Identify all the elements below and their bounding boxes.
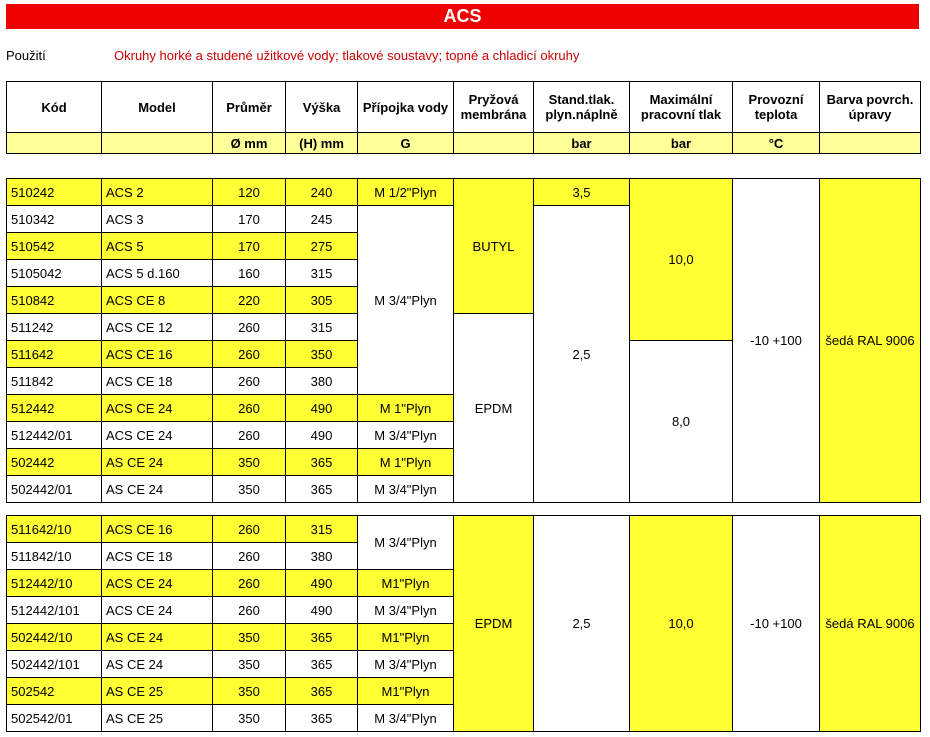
height-cell: 365 bbox=[286, 449, 358, 476]
diameter-cell: 170 bbox=[213, 206, 286, 233]
code-cell: 512442/01 bbox=[7, 422, 102, 449]
membrane-cell: EPDM bbox=[454, 314, 534, 503]
diameter-cell: 260 bbox=[213, 395, 286, 422]
color-cell: šedá RAL 9006 bbox=[820, 179, 921, 503]
height-cell: 315 bbox=[286, 516, 358, 543]
header-table bbox=[6, 81, 921, 154]
connection-cell: M 1"Plyn bbox=[358, 395, 454, 422]
model-cell: ACS CE 24 bbox=[102, 597, 213, 624]
model-cell: ACS CE 12 bbox=[102, 314, 213, 341]
precharge-cell: 3,5 bbox=[534, 179, 630, 206]
code-cell: 502442/10 bbox=[7, 624, 102, 651]
temperature-cell: -10 +100 bbox=[733, 516, 820, 732]
diameter-cell: 260 bbox=[213, 516, 286, 543]
code-cell: 512442/101 bbox=[7, 597, 102, 624]
unit-cell bbox=[820, 133, 921, 154]
diameter-cell: 350 bbox=[213, 651, 286, 678]
unit-cell: °C bbox=[733, 133, 820, 154]
diameter-cell: 260 bbox=[213, 543, 286, 570]
max-pressure-cell: 10,0 bbox=[630, 516, 733, 732]
height-cell: 380 bbox=[286, 543, 358, 570]
unit-cell: Ø mm bbox=[213, 133, 286, 154]
table-row bbox=[7, 516, 921, 543]
usage-label: Použití bbox=[6, 48, 46, 63]
height-cell: 350 bbox=[286, 341, 358, 368]
height-cell: 490 bbox=[286, 570, 358, 597]
code-cell: 510342 bbox=[7, 206, 102, 233]
code-cell: 502542/01 bbox=[7, 705, 102, 732]
height-cell: 490 bbox=[286, 422, 358, 449]
height-cell: 240 bbox=[286, 179, 358, 206]
header-cell: Průměr bbox=[213, 82, 286, 133]
header-cell: Výška bbox=[286, 82, 358, 133]
height-cell: 380 bbox=[286, 368, 358, 395]
precharge-cell: 2,5 bbox=[534, 516, 630, 732]
connection-cell: M 3/4"Plyn bbox=[358, 516, 454, 570]
height-cell: 305 bbox=[286, 287, 358, 314]
code-cell: 502442 bbox=[7, 449, 102, 476]
header-cell: Barva povrch. úpravy bbox=[820, 82, 921, 133]
code-cell: 511642 bbox=[7, 341, 102, 368]
height-cell: 490 bbox=[286, 597, 358, 624]
code-cell: 512442/10 bbox=[7, 570, 102, 597]
diameter-cell: 350 bbox=[213, 705, 286, 732]
code-cell: 5105042 bbox=[7, 260, 102, 287]
connection-cell: M 1"Plyn bbox=[358, 449, 454, 476]
diameter-cell: 350 bbox=[213, 476, 286, 503]
connection-cell: M1"Plyn bbox=[358, 678, 454, 705]
model-cell: ACS CE 18 bbox=[102, 543, 213, 570]
code-cell: 510542 bbox=[7, 233, 102, 260]
diameter-cell: 260 bbox=[213, 422, 286, 449]
connection-cell: M 3/4"Plyn bbox=[358, 651, 454, 678]
model-cell: ACS CE 24 bbox=[102, 395, 213, 422]
code-cell: 511242 bbox=[7, 314, 102, 341]
header-cell: Pryžová membrána bbox=[454, 82, 534, 133]
header-cell: Maximální pracovní tlak bbox=[630, 82, 733, 133]
diameter-cell: 170 bbox=[213, 233, 286, 260]
model-cell: AS CE 25 bbox=[102, 678, 213, 705]
unit-cell bbox=[454, 133, 534, 154]
unit-cell: bar bbox=[534, 133, 630, 154]
connection-cell: M 3/4"Plyn bbox=[358, 597, 454, 624]
height-cell: 365 bbox=[286, 624, 358, 651]
model-cell: AS CE 24 bbox=[102, 624, 213, 651]
diameter-cell: 260 bbox=[213, 570, 286, 597]
model-cell: AS CE 24 bbox=[102, 651, 213, 678]
unit-cell: (H) mm bbox=[286, 133, 358, 154]
model-cell: ACS CE 16 bbox=[102, 341, 213, 368]
model-cell: ACS 5 bbox=[102, 233, 213, 260]
diameter-cell: 350 bbox=[213, 449, 286, 476]
code-cell: 502442/101 bbox=[7, 651, 102, 678]
diameter-cell: 220 bbox=[213, 287, 286, 314]
table-row bbox=[7, 179, 921, 206]
code-cell: 512442 bbox=[7, 395, 102, 422]
height-cell: 315 bbox=[286, 260, 358, 287]
diameter-cell: 160 bbox=[213, 260, 286, 287]
height-cell: 365 bbox=[286, 705, 358, 732]
diameter-cell: 350 bbox=[213, 678, 286, 705]
header-row bbox=[7, 82, 921, 133]
code-cell: 502442/01 bbox=[7, 476, 102, 503]
temperature-cell: -10 +100 bbox=[733, 179, 820, 503]
code-cell: 510842 bbox=[7, 287, 102, 314]
height-cell: 315 bbox=[286, 314, 358, 341]
model-cell: ACS 5 d.160 bbox=[102, 260, 213, 287]
model-cell: ACS CE 8 bbox=[102, 287, 213, 314]
diameter-cell: 260 bbox=[213, 341, 286, 368]
model-cell: ACS CE 24 bbox=[102, 422, 213, 449]
unit-cell bbox=[7, 133, 102, 154]
connection-cell: M 3/4"Plyn bbox=[358, 206, 454, 395]
code-cell: 511842 bbox=[7, 368, 102, 395]
unit-cell: bar bbox=[630, 133, 733, 154]
height-cell: 275 bbox=[286, 233, 358, 260]
diameter-cell: 350 bbox=[213, 624, 286, 651]
height-cell: 365 bbox=[286, 651, 358, 678]
color-cell: šedá RAL 9006 bbox=[820, 516, 921, 732]
diameter-cell: 260 bbox=[213, 368, 286, 395]
connection-cell: M1"Plyn bbox=[358, 570, 454, 597]
unit-cell: G bbox=[358, 133, 454, 154]
connection-cell: M 3/4"Plyn bbox=[358, 422, 454, 449]
product-table-group1 bbox=[6, 178, 921, 503]
model-cell: ACS CE 24 bbox=[102, 570, 213, 597]
diameter-cell: 260 bbox=[213, 597, 286, 624]
header-cell: Model bbox=[102, 82, 213, 133]
model-cell: AS CE 24 bbox=[102, 476, 213, 503]
model-cell: ACS 3 bbox=[102, 206, 213, 233]
model-cell: AS CE 24 bbox=[102, 449, 213, 476]
header-cell: Stand.tlak. plyn.náplně bbox=[534, 82, 630, 133]
diameter-cell: 260 bbox=[213, 314, 286, 341]
height-cell: 365 bbox=[286, 678, 358, 705]
connection-cell: M 1/2"Plyn bbox=[358, 179, 454, 206]
code-cell: 511842/10 bbox=[7, 543, 102, 570]
membrane-cell: BUTYL bbox=[454, 179, 534, 314]
model-cell: ACS CE 18 bbox=[102, 368, 213, 395]
product-table-group2 bbox=[6, 515, 921, 732]
unit-cell bbox=[102, 133, 213, 154]
header-cell: Kód bbox=[7, 82, 102, 133]
connection-cell: M 3/4"Plyn bbox=[358, 705, 454, 732]
code-cell: 502542 bbox=[7, 678, 102, 705]
usage-text: Okruhy horké a studené užitkové vody; tlakové soustavy; topné a chladicí okruhy bbox=[114, 48, 580, 63]
page-title: ACS bbox=[6, 4, 919, 29]
connection-cell: M1"Plyn bbox=[358, 624, 454, 651]
connection-cell: M 3/4"Plyn bbox=[358, 476, 454, 503]
model-cell: AS CE 25 bbox=[102, 705, 213, 732]
max-pressure-cell: 10,0 bbox=[630, 179, 733, 341]
code-cell: 511642/10 bbox=[7, 516, 102, 543]
membrane-cell: EPDM bbox=[454, 516, 534, 732]
model-cell: ACS 2 bbox=[102, 179, 213, 206]
header-cell: Přípojka vody bbox=[358, 82, 454, 133]
code-cell: 510242 bbox=[7, 179, 102, 206]
height-cell: 490 bbox=[286, 395, 358, 422]
height-cell: 365 bbox=[286, 476, 358, 503]
units-row bbox=[7, 133, 921, 154]
max-pressure-cell: 8,0 bbox=[630, 341, 733, 503]
model-cell: ACS CE 16 bbox=[102, 516, 213, 543]
height-cell: 245 bbox=[286, 206, 358, 233]
precharge-cell: 2,5 bbox=[534, 206, 630, 503]
header-cell: Provozní teplota bbox=[733, 82, 820, 133]
diameter-cell: 120 bbox=[213, 179, 286, 206]
